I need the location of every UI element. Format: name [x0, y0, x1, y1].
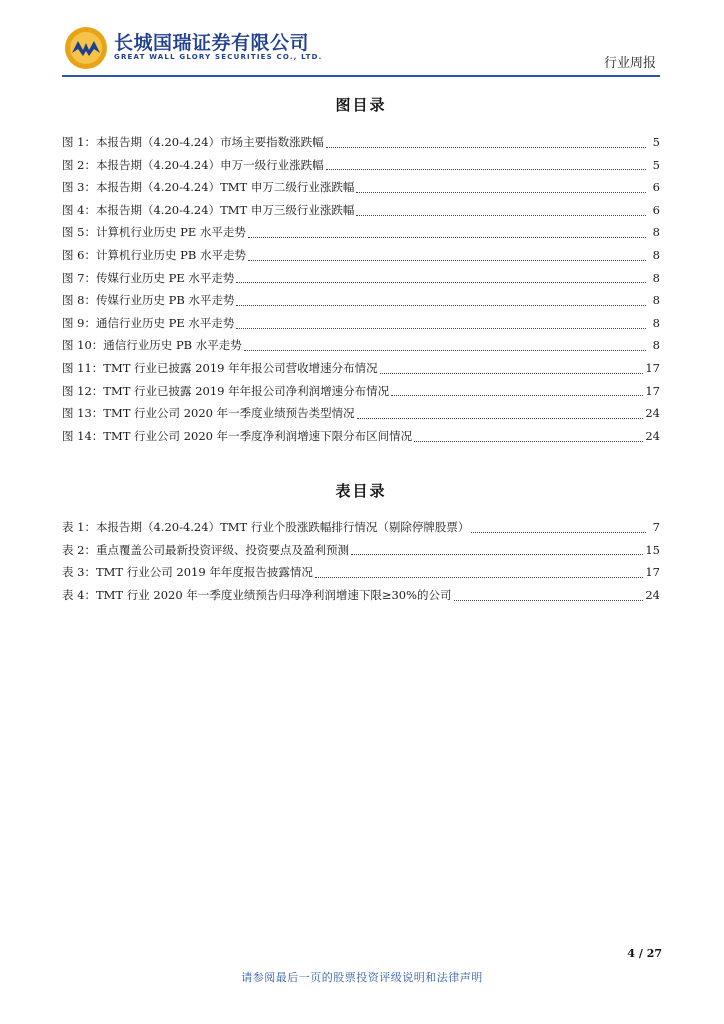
toc-entry-label: 图 3：本报告期（4.20-4.24）TMT 申万二级行业涨跌幅: [62, 180, 355, 195]
toc-entry-label: 图 12：TMT 行业已披露 2019 年年报公司净利润增速分布情况: [62, 383, 390, 398]
company-logo: [64, 26, 108, 70]
toc-entry[interactable]: [62, 199, 660, 222]
toc-entry-page: 7: [652, 520, 660, 534]
toc-entry-page: 17: [645, 360, 660, 375]
toc-entry[interactable]: [62, 539, 660, 562]
dot-leader: [326, 147, 646, 148]
dot-leader: [326, 169, 646, 170]
toc-entry[interactable]: [62, 357, 660, 380]
company-name-en: GREAT WALL GLORY SECURITIES CO., LTD.: [114, 53, 323, 61]
header-divider: [62, 75, 660, 77]
figures-toc: [62, 131, 660, 447]
toc-entry-page: 6: [652, 180, 660, 195]
toc-entry[interactable]: [62, 289, 660, 312]
toc-entry-label: 图 14：TMT 行业公司 2020 年一季度净利润增速下限分布区间情况: [62, 428, 413, 443]
toc-entry-label: 表 2：重点覆盖公司最新投资评级、投资要点及盈利预测: [62, 542, 349, 557]
toc-entry-page: 8: [652, 338, 660, 353]
dot-leader: [471, 532, 646, 533]
toc-entry-label: 图 2：本报告期（4.20-4.24）申万一级行业涨跌幅: [62, 157, 324, 172]
page-header: [62, 22, 660, 76]
toc-entry-page: 17: [645, 383, 660, 398]
dot-leader: [391, 395, 643, 396]
toc-entry-label: 图 9：通信行业历史 PE 水平走势: [62, 315, 235, 330]
tables-toc: [62, 516, 660, 606]
toc-entry[interactable]: [62, 402, 660, 425]
toc-entry-page: 5: [652, 135, 660, 149]
toc-entry[interactable]: [62, 516, 660, 539]
dot-leader: [454, 600, 644, 601]
toc-entry[interactable]: [62, 380, 660, 403]
toc-entry[interactable]: [62, 267, 660, 290]
toc-entry[interactable]: [62, 244, 660, 267]
dot-leader: [356, 215, 646, 216]
dot-leader: [236, 305, 646, 306]
toc-entry[interactable]: [62, 154, 660, 177]
toc-entry-page: 5: [652, 157, 660, 172]
dot-leader: [380, 373, 644, 374]
toc-entry[interactable]: [62, 584, 660, 607]
toc-entry[interactable]: [62, 176, 660, 199]
toc-entry-label: 表 3：TMT 行业公司 2019 年年度报告披露情况: [62, 565, 313, 580]
toc-entry-page: 8: [652, 270, 660, 285]
toc-entry-label: 图 5：计算机行业历史 PE 水平走势: [62, 225, 246, 240]
toc-entry-label: 图 7：传媒行业历史 PE 水平走势: [62, 270, 235, 285]
toc-entry-label: 图 1：本报告期（4.20-4.24）市场主要指数涨跌幅: [62, 135, 324, 149]
dot-leader: [236, 328, 646, 329]
dot-leader: [236, 282, 646, 283]
page-number: 4 / 27: [627, 947, 662, 960]
dot-leader: [414, 441, 643, 442]
toc-entry-page: 24: [645, 428, 660, 443]
toc-entry-page: 6: [652, 202, 660, 217]
dot-leader: [315, 577, 644, 578]
dot-leader: [357, 418, 644, 419]
toc-entry-label: 图 8：传媒行业历史 PB 水平走势: [62, 293, 235, 308]
toc-entry-label: 图 10：通信行业历史 PB 水平走势: [62, 338, 242, 353]
toc-entry-label: 图 4：本报告期（4.20-4.24）TMT 申万三级行业涨跌幅: [62, 202, 355, 217]
toc-entry[interactable]: [62, 221, 660, 244]
toc-entry-label: 图 13：TMT 行业公司 2020 年一季度业绩预告类型情况: [62, 406, 355, 421]
report-type-label: 行业周报: [603, 56, 656, 71]
toc-entry-page: 8: [652, 293, 660, 308]
dot-leader: [351, 554, 643, 555]
figures-toc-title: 图目录: [335, 96, 387, 114]
company-name-cn: 长城国瑞证券有限公司: [114, 32, 310, 54]
toc-entry-page: 17: [645, 565, 660, 580]
toc-entry[interactable]: [62, 334, 660, 357]
dot-leader: [248, 237, 646, 238]
dot-leader: [248, 260, 646, 261]
dot-leader: [356, 192, 646, 193]
toc-entry-page: 24: [645, 406, 660, 421]
toc-entry-page: 24: [645, 587, 660, 602]
toc-entry[interactable]: [62, 425, 660, 448]
toc-entry-label: 图 6：计算机行业历史 PB 水平走势: [62, 247, 246, 262]
dot-leader: [244, 350, 646, 351]
toc-entry-label: 表 4：TMT 行业 2020 年一季度业绩预告归母净利润增速下限≥30%的公司: [62, 587, 452, 602]
toc-entry-page: 15: [645, 542, 660, 557]
toc-entry[interactable]: [62, 131, 660, 154]
disclaimer-note[interactable]: 请参阅最后一页的股票投资评级说明和法律声明: [241, 971, 483, 984]
toc-entry-label: 表 1：本报告期（4.20-4.24）TMT 行业个股涨跌幅排行情况（剔除停牌股票）: [62, 520, 470, 534]
tables-toc-title: 表目录: [335, 482, 387, 500]
toc-entry-label: 图 11：TMT 行业已披露 2019 年年报公司营收增速分布情况: [62, 360, 378, 375]
toc-entry-page: 8: [652, 315, 660, 330]
toc-entry[interactable]: [62, 561, 660, 584]
toc-entry-page: 8: [652, 225, 660, 240]
toc-entry-page: 8: [652, 247, 660, 262]
toc-entry[interactable]: [62, 312, 660, 335]
